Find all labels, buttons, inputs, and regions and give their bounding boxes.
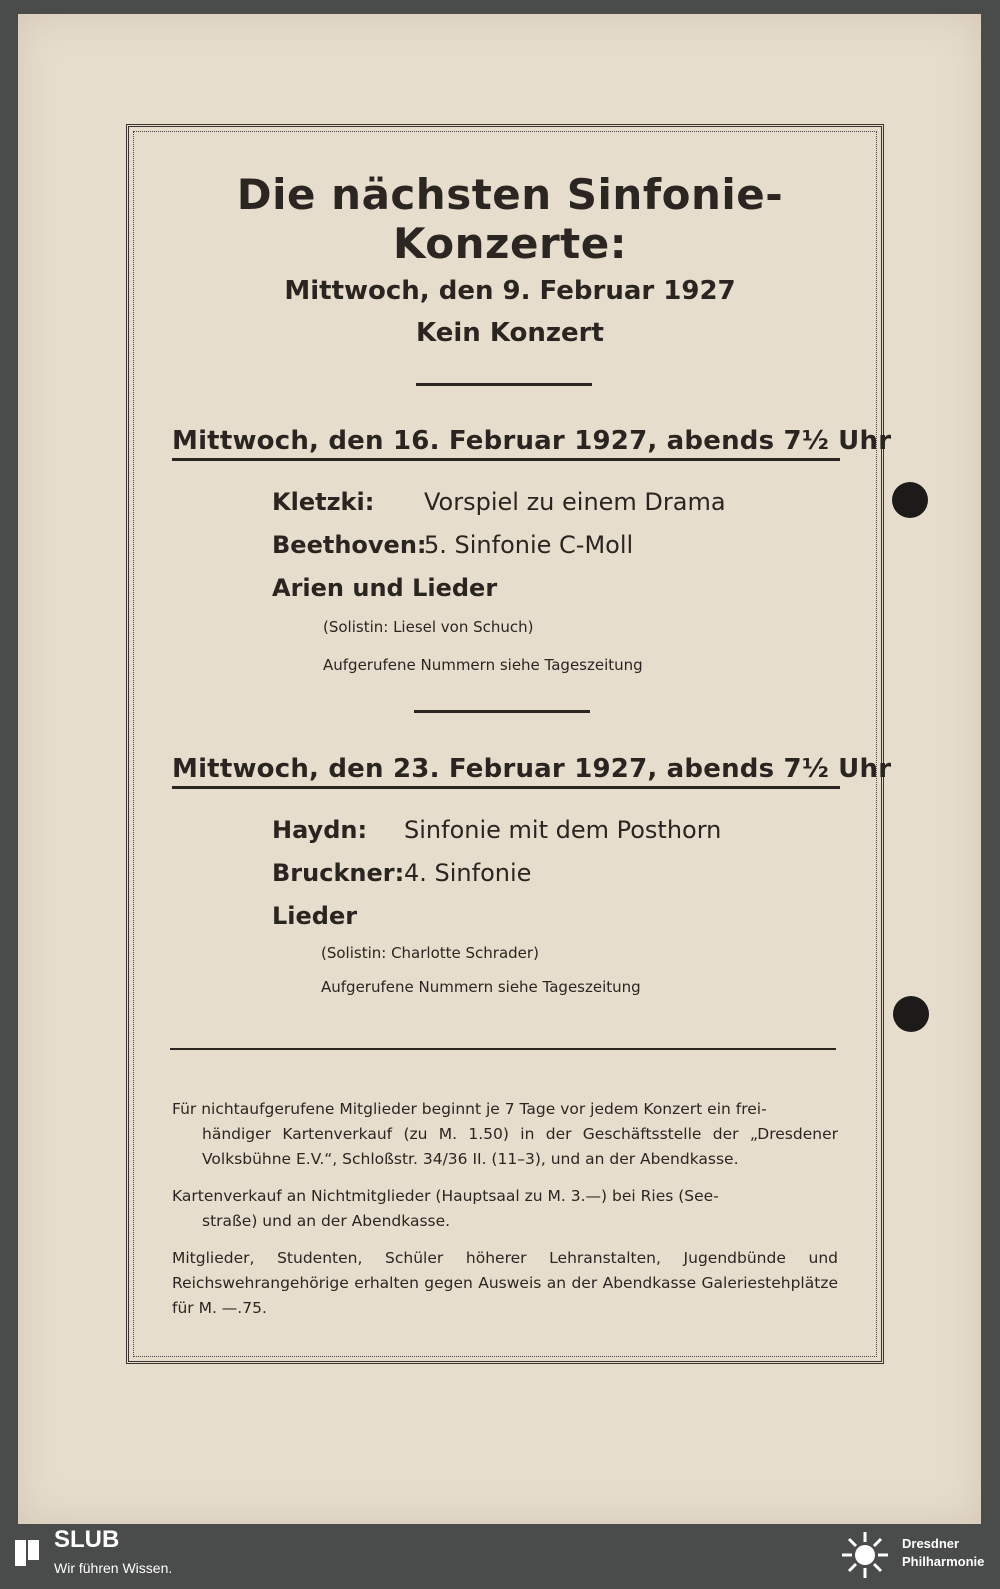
info-3-first: Mitglieder, Studenten, Schüler höherer Lehranstalten, Jugendbünde und Reichswehrangehörige erhalten gegen Ausweis an der Abendkasse Galeriestehplätze für M. —.75. [172, 1249, 838, 1317]
philharmonie-logo-icon [840, 1530, 890, 1580]
concert1-note: Aufgerufene Nummern siehe Tageszeitung [323, 656, 643, 674]
first-note: Kein Konzert [416, 318, 604, 348]
concert2-composer-1: Haydn: [272, 816, 368, 844]
concert1-composer-1: Kletzki: [272, 488, 375, 516]
info-paragraph-2 [172, 1184, 838, 1234]
info-paragraph-3 [172, 1246, 838, 1321]
info-1-first: Für nichtaufgerufene Mitglieder beginnt je 7 Tage vor jedem Konzert ein frei- [172, 1100, 767, 1118]
concert1-work-2: 5. Sinfonie C-Moll [424, 531, 634, 559]
concert2-composer-3: Lieder [272, 902, 358, 930]
divider-3 [170, 1048, 836, 1050]
punch-hole-bottom [893, 996, 929, 1032]
info-2-first: Kartenverkauf an Nichtmitglieder (Hauptsaal zu M. 3.—) bei Ries (See- [172, 1187, 719, 1205]
concert1-composer-2: Beethoven: [272, 531, 427, 559]
concert1-soloist: (Solistin: Liesel von Schuch) [323, 618, 534, 636]
concert2-composer-2: Bruckner: [272, 859, 405, 887]
info-1-rest: händiger Kartenverkauf (zu M. 1.50) in der Geschäftsstelle der „Dresdener Volksbühne E.V.“, Schloßstr. 34/36 II. (11–3), und an der Abendkasse. [202, 1125, 838, 1168]
concert1-work-1: Vorspiel zu einem Drama [424, 488, 726, 516]
info-paragraph-1 [172, 1097, 838, 1172]
concert1-heading: Mittwoch, den 16. Februar 1927, abends 7½ Uhr [172, 426, 840, 461]
partner-name-line2: Philharmonie [902, 1554, 985, 1569]
divider-1 [416, 383, 592, 386]
ornamental-frame [126, 124, 884, 1364]
concert1-composer-3: Arien und Lieder [272, 574, 498, 602]
concert2-work-1: Sinfonie mit dem Posthorn [404, 816, 722, 844]
info-2-rest: straße) und an der Abendkasse. [202, 1212, 451, 1230]
concert2-work-2: 4. Sinfonie [404, 859, 532, 887]
concert2-soloist: (Solistin: Charlotte Schrader) [321, 944, 539, 962]
concert2-note: Aufgerufene Nummern siehe Tageszeitung [321, 978, 641, 996]
slub-logo-icon [14, 1538, 40, 1568]
partner-name-line1: Dresdner [902, 1536, 960, 1551]
concert2-heading: Mittwoch, den 23. Februar 1927, abends 7½ Uhr [172, 754, 840, 789]
page-title: Die nächsten Sinfonie-Konzerte: [236, 170, 784, 268]
punch-hole-top [892, 482, 928, 518]
slub-name: SLUB [54, 1526, 120, 1553]
first-date: Mittwoch, den 9. Februar 1927 [284, 276, 736, 306]
footer-bar [0, 1524, 1000, 1589]
divider-2 [414, 710, 590, 713]
slub-tagline: Wir führen Wissen. [54, 1560, 173, 1576]
